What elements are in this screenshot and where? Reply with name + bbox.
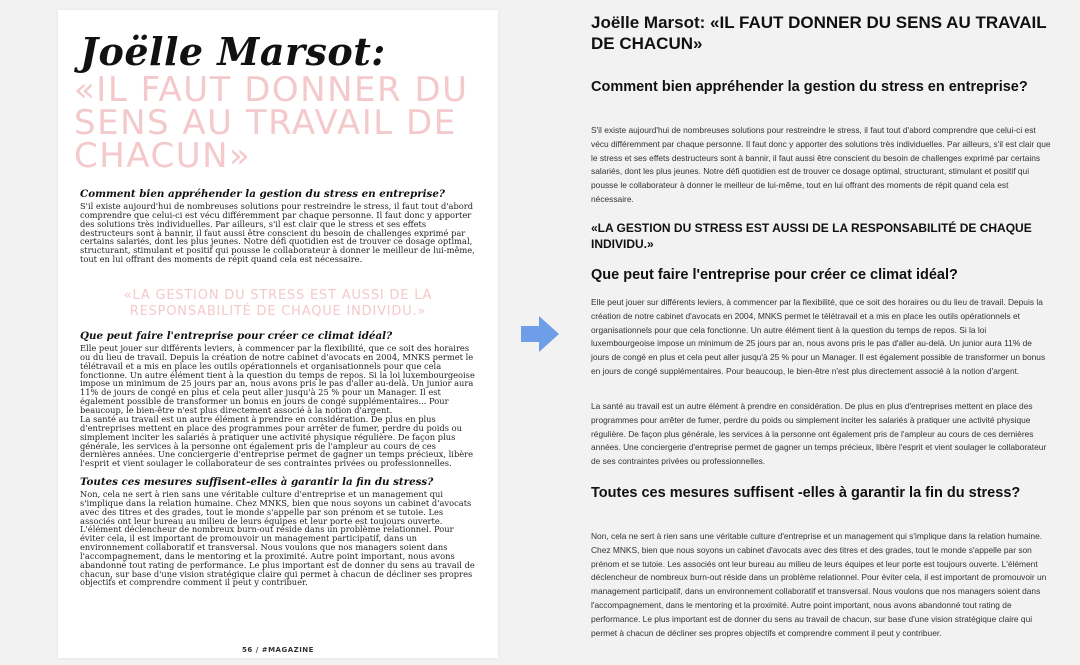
magazine-heading-2: Que peut faire l'entreprise pour créer ce climat idéal? xyxy=(80,330,393,342)
magazine-heading-3: Toutes ces mesures suffisent-elles à garantir la fin du stress? xyxy=(80,476,434,488)
web-heading-2: Que peut faire l'entreprise pour créer ce climat idéal? xyxy=(591,267,958,283)
web-paragraph-3: La santé au travail est un autre élément à prendre en considération. De plus en plus d'entreprises mettent en place des programmes pour arrêter de fumer, perdre du poids ou simplement inciter les salariés à pratiquer une activité physique régulière. De façon plus générale, les services à la personne ont également pris de l'ampleur au cours de ces dernières années. Une conciergerie d'entreprise permet de gagner un temps précieux, libère l'esprit et vient soulager le collaborateur de ses contraintes privées ou professionnelles. xyxy=(591,401,1047,467)
web-paragraph-1: S'il existe aujourd'hui de nombreuses solutions pour restreindre le stress, il faut tout d'abord comprendre que celui-ci est vécu différemment par chaque personne. Il faut donc y apporter des solutions très individuelles. Par ailleurs, s'il est clair que le stress et ses effets destructeurs sont à bannir, il faut aussi être conscient du besoin de challenges exprimé par certains salariés, dont les plus jeunes. Notre défi quotidien est de trouver ce dosage optimal, structurant, stimulant et positif qui pousse le collaborateur à donner le meilleur de lui-même, tout en lui offrant des moments de répit quand cela est nécessaire. xyxy=(591,125,1051,204)
web-heading-1: Comment bien appréhender la gestion du stress en entreprise? xyxy=(591,79,1028,95)
magazine-heading-1: Comment bien appréhender la gestion du stress en entreprise? xyxy=(80,188,445,200)
magazine-page-footer: 56 / #MAGAZINE xyxy=(242,646,314,654)
magazine-paragraph-3: La santé au travail est un autre élément à prendre en considération. De plus en plus d'entreprises mettent en place des programmes pour arrêter de fumer, perdre du poids ou simplement inciter les salariés à pratiquer une activité physique régulière. De façon plus générale, les services à la personne ont également pris de l'ampleur au cours de ces dernières années. Une conciergerie d'entreprise permet de gagner un temps précieux, libère l'esprit et vient soulager le collaborateur de ses contraintes privées ou professionnelles. xyxy=(80,414,474,469)
arrow-right-icon xyxy=(521,316,559,352)
magazine-author-name: Joëlle Marsot: xyxy=(80,29,386,74)
web-article-title: Joëlle Marsot: «IL FAUT DONNER DU SENS AU TRAVAIL DE CHACUN» xyxy=(591,13,1047,53)
web-pull-quote: «LA GESTION DU STRESS EST AUSSI DE LA RESPONSABILITÉ DE CHAQUE INDIVIDU.» xyxy=(591,221,1032,251)
web-paragraph-4: Non, cela ne sert à rien sans une véritable culture d'entreprise et un management qui s'implique dans la relation humaine. Chez MNKS, bien que nous soyons un cabinet d'avocats avec des titres et des grades, tout le monde s'appelle par son prénom et se tutoie. Les associés ont leur bureau au milieu de leurs équipes et leur porte est toujours ouverte. L'élément déclencheur de nombreux burn-out réside dans un problème relationnel. Pour éviter cela, il est important de promouvoir un management participatif, dans un environnement collaboratif et transversal. Nous voulons que nos managers soient dans l'accompagnement, dans le mentoring et la proximité. Autre point important, nous avons abandonné tout rating de performance. Le plus important est de donner du sens au travail de chacun, sur base d'une vision stratégique claire qui permet à chacun de décliner ses propres objectifs et comprendre comment il peut y contribuer. xyxy=(591,531,1047,638)
magazine-pull-quote: «LA GESTION DU STRESS EST AUSSI DE LA RESPONSABILITÉ DE CHAQUE INDIVIDU.» xyxy=(123,288,433,319)
web-heading-3: Toutes ces mesures suffisent -elles à garantir la fin du stress? xyxy=(591,485,1021,501)
magazine-paragraph-1: S'il existe aujourd'hui de nombreuses solutions pour restreindre le stress, il faut tout d'abord comprendre que celui-ci est vécu différemment par chaque personne. Il faut donc y apporter des solutions très individuelles. Par ailleurs, s'il est clair que le stress et ses effets destructeurs sont à bannir, il faut aussi être conscient du besoin de challenges exprimé par certains salariés, dont les plus jeunes. Notre défi quotidien est de trouver ce dosage optimal, structurant, stimulant et positif qui pousse le collaborateur à donner le meilleur de lui-même, tout en lui offrant des moments de répit quand cela est nécessaire. xyxy=(80,201,475,265)
magazine-title: «IL FAUT DONNER DU SENS AU TRAVAIL DE CHACUN» xyxy=(74,70,469,176)
magazine-paragraph-2: Elle peut jouer sur différents leviers, à commencer par la flexibilité, que ce soit des horaires ou du lieu de travail. Depuis la création de notre cabinet d'avocats en 2004, MNKS permet le télétravail et a mis en place les outils opérationnels et organisationnels pour que cela fonctionne. Un autre élément tient à la question du temps de repos. Si la loi luxembourgeoise impose un minimum de 25 jours par an, nous avons pris le pas d'aller au-delà. Un junior aura 11% de jours de congé en plus et cela peut aller jusqu'à 25 % pour un Manager. Il est également possible de transformer un bonus en jours de congé supplémentaires... Pour beaucoup, le bien-être n'est plus directement associé à la notion d'argent. xyxy=(80,343,475,415)
magazine-paragraph-4: Non, cela ne sert à rien sans une véritable culture d'entreprise et un management qui s'implique dans la relation humaine. Chez MNKS, bien que nous soyons un cabinet d'avocats avec des titres et des grades, tout le monde s'appelle par son prénom et se tutoie. Les associés ont leur bureau au milieu de leurs équipes et leur porte est toujours ouverte. L'élément déclencheur de nombreux burn-out réside dans un problème relationnel. Pour éviter cela, il est important de promouvoir un management participatif, dans un environnement collaboratif et transversal. Nous voulons que nos managers soient dans l'accompagnement, dans le mentoring et la proximité. Autre point important, nous avons abandonné tout rating de performance. Le plus important est de donner du sens au travail de chacun, sur base d'une vision stratégique claire qui permet à chacun de décliner ses propres objectifs et comprendre comment il peut y contribuer. xyxy=(80,489,475,588)
magazine-page xyxy=(58,10,498,658)
web-paragraph-2: Elle peut jouer sur différents leviers, à commencer par la flexibilité, que ce soit des horaires ou du lieu de travail. Depuis la création de notre cabinet d'avocats en 2004, MNKS permet le télétravail et a mis en place les outils opérationnels et organisationnels pour que cela fonctionne. Un autre élément tient à la question du temps de repos. Si la loi luxembourgeoise impose un minimum de 25 jours par an, nous avons pris le pas d'aller au-delà. Un junior aura 11% de jours de congé en plus et cela peut aller jusqu'à 25 % pour un Manager. Il est également possible de transformer un bonus en jours de congé supplémentaires. Pour beaucoup, le bien-être n'est plus directement associé à la notion d'argent. xyxy=(591,297,1046,376)
